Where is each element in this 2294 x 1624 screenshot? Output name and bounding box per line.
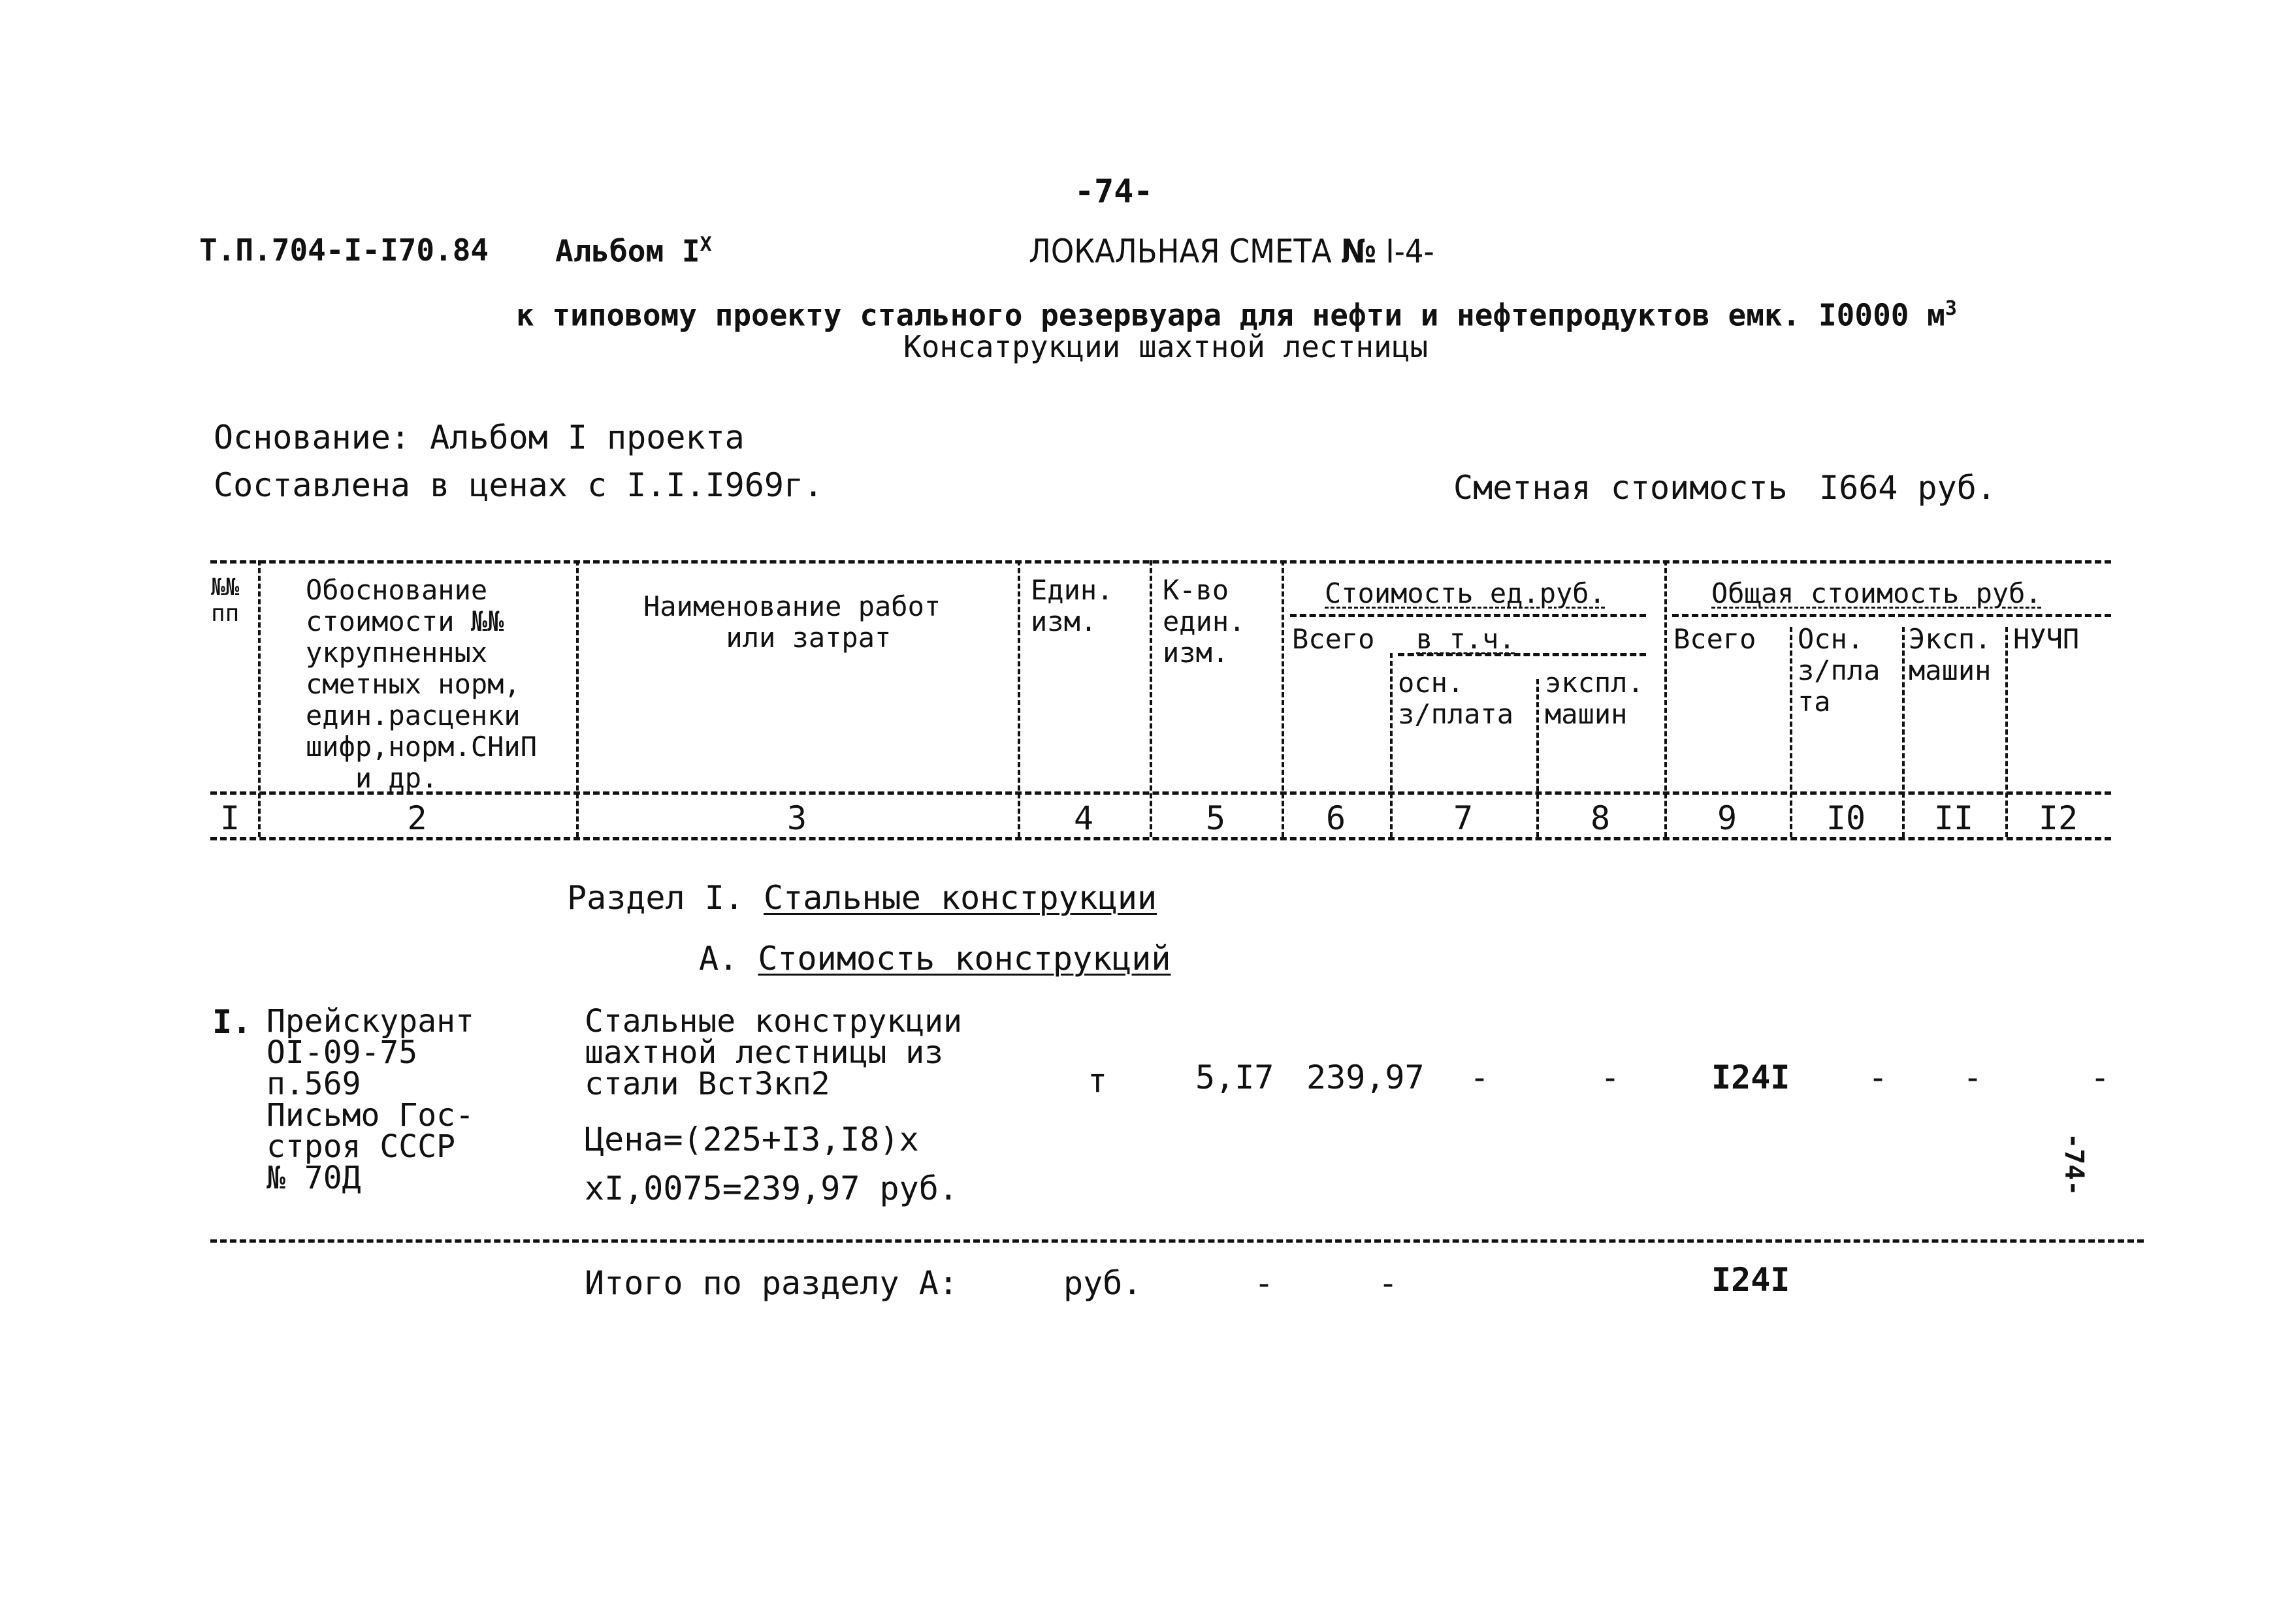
col-number-12: I2 [2038, 799, 2078, 837]
estimate-title: ЛОКАЛЬНАЯ СМЕТА № I-4- [1029, 232, 1434, 270]
row-work-name: Стальные конструкции шахтной лестницы из стали ВстЗкп2 [585, 1003, 962, 1102]
subtotal-label: Итого по разделу А: [585, 1264, 958, 1302]
col-number-7: 7 [1453, 799, 1474, 837]
header-unit-cost-group: Стоимость ед.руб. [1325, 577, 1606, 609]
row-price-formula-2: хI,0075=239,97 руб. [585, 1170, 958, 1207]
col-number-5: 5 [1205, 799, 1226, 837]
prices-line: Составлена в ценах с I.I.I969г. [214, 466, 824, 504]
row-total-expl: - [1963, 1059, 1983, 1096]
row-unit-osn: - [1470, 1059, 1490, 1096]
col-number-11: II [1933, 799, 1974, 837]
col-number-3: 3 [786, 799, 807, 837]
col-divider-5 [1282, 560, 1284, 837]
row-price-formula-1: Цена=(225+I3,I8)х [585, 1121, 919, 1158]
subtotal-expl: - [1378, 1264, 1398, 1302]
header-total-osn: Осн. з/пла та [1798, 623, 1881, 718]
col-divider-2 [576, 560, 579, 837]
basis-line: Основание: Альбом I проекта [214, 419, 745, 456]
subtotal-osn: - [1254, 1264, 1274, 1302]
table-numbers-bottom-line [210, 837, 2111, 840]
col-divider-4 [1150, 560, 1152, 837]
row-number: I. [212, 1003, 252, 1041]
total-cost-divider [1672, 614, 2111, 617]
estimated-cost-label: Сметная стоимость [1453, 469, 1788, 507]
col-divider-3 [1018, 560, 1020, 837]
row-nuchp: - [2090, 1059, 2110, 1096]
col-number-9: 9 [1717, 799, 1737, 837]
header-quantity: К-во един. изм. [1163, 574, 1246, 669]
header-total-cost-group: Общая стоимость руб. [1711, 577, 2042, 609]
col-number-6: 6 [1325, 799, 1346, 837]
row-unit: т [1088, 1062, 1108, 1100]
subtotal-total: I24I [1711, 1261, 1790, 1299]
table-top-line [210, 560, 2111, 564]
col-divider-1 [258, 560, 261, 837]
row-total: I24I [1711, 1059, 1790, 1096]
page-number: -74- [1074, 172, 1154, 210]
col-number-10: I0 [1826, 799, 1866, 837]
album-label: Альбом $I^X$ [555, 233, 712, 269]
header-total-expl: Эксп. машин [1909, 623, 1992, 686]
document-code: Т.П.704-I-I70.84 [199, 232, 489, 268]
header-nuchp: НУЧП [2013, 623, 2080, 655]
header-row-number: №№ пп [211, 574, 240, 627]
row-total-osn: - [1868, 1059, 1888, 1096]
header-work-name: Наименование работ или затрат [643, 590, 941, 654]
subtotal-unit: руб. [1063, 1264, 1142, 1302]
col-number-2: 2 [407, 799, 427, 837]
header-unit-osn-wage: осн. з/плата [1398, 667, 1514, 730]
col-number-1: I [219, 799, 240, 837]
estimate-object: Консатрукции шахтной лестницы [903, 329, 1429, 364]
row-quantity: 5,I7 [1195, 1059, 1274, 1096]
margin-page-mark: -74- [2059, 1133, 2089, 1196]
header-unit-total: Всего [1292, 623, 1375, 655]
section-title: Раздел I. Стальные конструкции [567, 879, 1157, 917]
col-divider-8 [1664, 560, 1667, 837]
row-basis: Прейскурант OI-09-75 п.569 Письмо Гос- строя СССР № 70Д [267, 1003, 474, 1196]
header-incl: в т.ч. [1416, 623, 1515, 655]
header-unit: Един. изм. [1031, 574, 1114, 637]
col-number-4: 4 [1073, 799, 1094, 837]
estimated-cost-value: I664 руб. [1819, 469, 1996, 507]
header-total-total: Всего [1673, 623, 1756, 655]
header-basis: Обоснование стоимости №№ укрупненных сметных норм, един.расценки шифр,норм.СНиП и др. [306, 574, 538, 794]
section-separator-line [210, 1239, 2144, 1243]
unit-cost-divider [1290, 614, 1646, 617]
subsection-title: А. Стоимость конструкций [699, 940, 1171, 978]
row-unit-expl: - [1600, 1059, 1621, 1096]
estimate-subtitle: к типовому проекту стального резервуара для нефти и нефтепродуктов емк. I0000 $м^3$ [516, 297, 1957, 333]
col-number-8: 8 [1590, 799, 1611, 837]
row-unit-total: 239,97 [1306, 1059, 1425, 1096]
header-unit-expl-mach: экспл. машин [1545, 667, 1644, 730]
